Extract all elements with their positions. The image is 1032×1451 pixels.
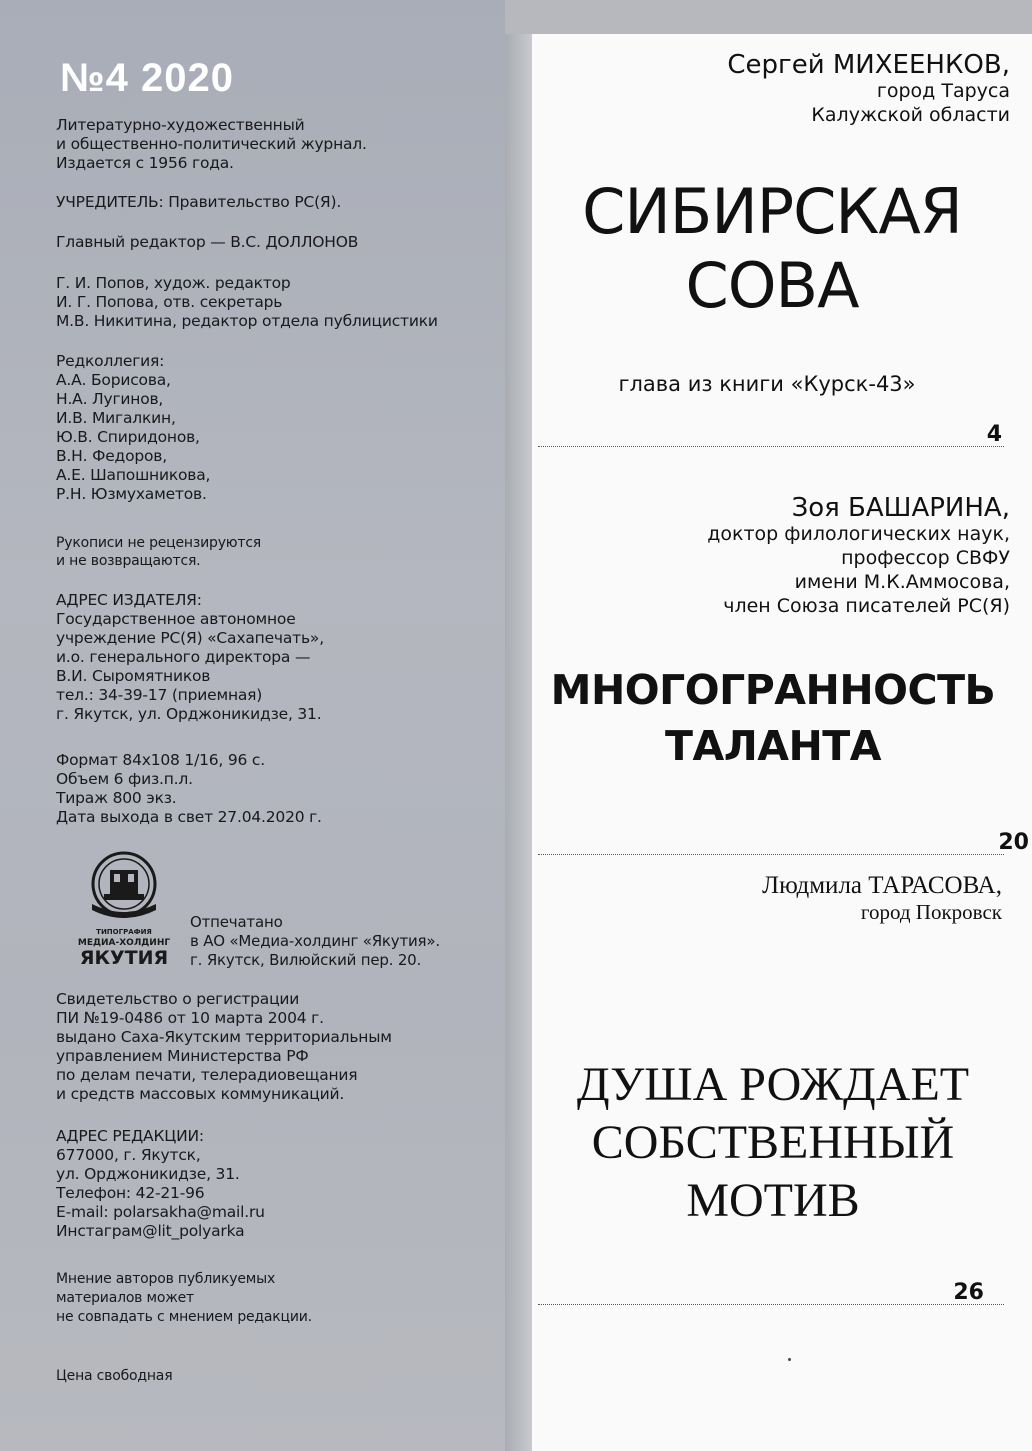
article-title: МНОГОГРАННОСТЬ ТАЛАНТА	[550, 666, 996, 770]
journal-description-block	[56, 116, 367, 173]
editorial-board: Редколлегия: А.А. Борисова, Н.А. Лугинов, И.В. Мигалкин, Ю.В. Спиридонов, В.Н. Федоров, А.Е. Шапошникова, Р.Н. Юзмухаметов.	[56, 352, 211, 503]
manuscripts-note-block	[56, 534, 261, 570]
page-number: 20	[998, 830, 1029, 855]
registration-certificate: Свидетельство о регистрации ПИ №19-0486 от 10 марта 2004 г. выдано Саха-Якутским территориальным управлением Министерства РФ по делам печати, телерадиовещания и средств массовых коммуникаций.	[56, 990, 392, 1103]
journal-description: Литературно-художественный и общественно-политический журнал. Издается с 1956 года.	[56, 116, 367, 172]
price: Цена свободная	[56, 1368, 173, 1384]
founder: УЧРЕДИТЕЛЬ: Правительство РС(Я).	[56, 193, 342, 211]
disclaimer: Мнение авторов публикуемых материалов может не совпадать с мнением редакции.	[56, 1271, 312, 1325]
contents-column	[532, 34, 1032, 1451]
printed-at: Отпечатано в АО «Медиа-холдинг «Якутия». г. Якутск, Вилюйский пер. 20.	[190, 913, 440, 969]
staff-list: Г. И. Попов, худож. редактор И. Г. Попова, отв. секретарь М.В. Никитина, редактор отдела публицистики	[56, 274, 438, 330]
svg-text:МЕДИА-ХОЛДИНГ: МЕДИА-ХОЛДИНГ	[77, 938, 171, 948]
author-info: доктор филологических наук, профессор СВФУ имени М.К.Аммосова, член Союза писателей РС(Я)	[707, 523, 1010, 617]
author-name: Зоя БАШАРИНА,	[791, 493, 1010, 523]
svg-text:ТИПОГРАФИЯ: ТИПОГРАФИЯ	[96, 928, 152, 936]
contents-entry-1-author-block	[727, 51, 1010, 127]
svg-text:ЯКУТИЯ: ЯКУТИЯ	[79, 947, 169, 968]
publisher-address: АДРЕС ИЗДАТЕЛЯ: Государственное автономное учреждение РС(Я) «Сахапечать», и.о. генерального директора — В.И. Сыромятников тел.: 34-39-17 (приемная) г. Якутск, ул. Орджоникидзе, 31.	[56, 591, 324, 723]
print-format: Формат 84х108 1/16, 96 с. Объем 6 физ.п.л. Тираж 800 экз. Дата выхода в свет 27.04.2020 г.	[56, 751, 322, 826]
article-title: ДУША РОЖДАЕТ СОБСТВЕННЫЙ МОТИВ	[576, 1058, 970, 1227]
editorial-board-block	[56, 352, 210, 504]
staff-block	[56, 274, 438, 331]
editor-in-chief-block	[56, 233, 358, 252]
printer-logo	[72, 850, 176, 968]
print-speck	[788, 1358, 791, 1361]
top-margin-strip	[505, 0, 1032, 34]
printed-at-block	[190, 913, 440, 970]
format-block	[56, 751, 322, 827]
contents-entry-3-author-block	[762, 872, 1002, 924]
author-info: город Таруса Калужской области	[811, 80, 1010, 126]
editorial-address-block	[56, 1127, 265, 1241]
page-number: 4	[986, 422, 1002, 447]
manuscripts-note: Рукописи не рецензируются и не возвращаются.	[56, 535, 262, 569]
editorial-address: АДРЕС РЕДАКЦИИ: 677000, г. Якутск, ул. Орджоникидзе, 31. Телефон: 42-21-96 E-mail: polarsakha@mail.ru Инстаграм@lit_polyarka	[56, 1127, 265, 1240]
dotted-leader	[538, 446, 1004, 447]
dotted-leader	[538, 1304, 1004, 1305]
page-fold	[505, 0, 532, 1451]
masthead-column	[0, 0, 505, 1451]
registration-block	[56, 990, 392, 1104]
founder-block	[56, 193, 341, 212]
article-subtitle: глава из книги «Курск-43»	[618, 372, 916, 396]
publisher-address-block	[56, 591, 324, 724]
contents-entry-2-author-block	[707, 494, 1010, 618]
author-name: Людмила ТАРАСОВА,	[762, 872, 1002, 899]
price-block	[56, 1367, 172, 1385]
editor-in-chief: Главный редактор — В.С. ДОЛЛОНОВ	[56, 233, 359, 251]
disclaimer-block	[56, 1270, 312, 1327]
dotted-leader	[538, 854, 1004, 855]
issue-number: №4 2020	[60, 56, 234, 100]
author-name: Сергей МИХЕЕНКОВ,	[727, 50, 1010, 80]
article-title: СИБИРСКАЯ СОВА	[582, 175, 962, 322]
page-number: 26	[953, 1280, 984, 1305]
printing-house-emblem-icon	[72, 850, 176, 968]
author-info: город Покровск	[860, 900, 1002, 924]
